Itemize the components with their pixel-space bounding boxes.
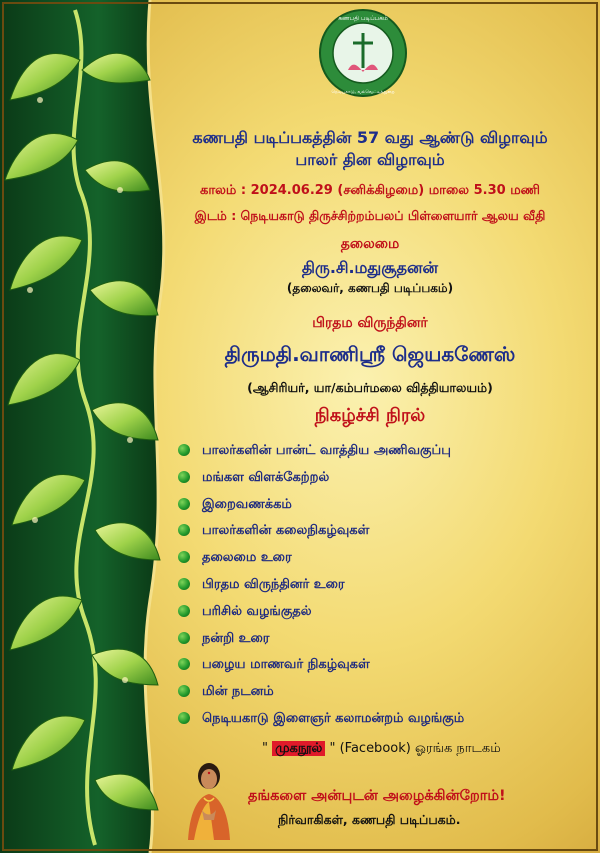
drama-label: ஓரங்க நாடகம் [414,741,501,756]
green-bullet-icon [178,551,190,563]
chair-role: (தலைவர், கணபதி படிப்பகம்) [286,281,454,295]
green-bullet-icon [178,444,190,456]
program-item [178,520,464,547]
program-item-label: பழைய மாணவர் நிகழ்வுகள் [202,657,370,673]
invitation-message: தங்களை அன்புடன் அழைக்கின்றோம்! [248,788,506,804]
green-bullet-icon [178,632,190,644]
program-item-label: பாலர்களின் பான்ட் வாத்திய அணிவகுப்பு [202,443,451,458]
green-bullet-icon [178,605,190,617]
facebook-drama-line [262,741,501,757]
library-logo [318,8,408,98]
event-time: காலம் : 2024.06.29 (சனிக்கிழமை) மாலை 5.30 மணி [200,183,540,198]
program-item-label: பிரதம விருந்தினர் உரை [202,576,345,592]
program-item [178,628,464,655]
quote-close: " [329,741,336,756]
logo-text-bottom: நெடியகாடு, வல்வெட்டித்துறை [331,90,395,95]
program-item-label: நெடியகாடு இளைஞர் கலாமன்றம் வழங்கும் [202,710,465,726]
program-item [178,601,464,628]
program-heading: நிகழ்ச்சி நிரல் [314,405,426,426]
green-bullet-icon [178,524,190,536]
program-item [178,494,464,521]
program-item-label: பரிசில் வழங்குதல் [202,603,312,619]
event-title-line2: பாலர் தின விழாவும் [295,150,445,169]
green-bullet-icon [178,578,190,590]
green-bullet-icon [178,658,190,670]
chief-guest-heading: பிரதம விருந்தினர் [312,315,428,331]
program-item [178,440,464,467]
program-item [178,681,464,708]
organizer-signature: நிர்வாகிகள், கணபதி படிப்பகம். [278,812,461,827]
program-item-label: தலைமை உரை [202,550,292,566]
program-item-label: மின் நடனம் [202,684,274,700]
program-item [178,708,464,735]
green-bullet-icon [178,685,190,697]
quote-open: " [262,741,268,756]
green-bullet-icon [178,712,190,724]
program-item [178,574,464,601]
facebook-paren: (Facebook) [339,741,411,756]
green-bullet-icon [178,471,190,483]
chair-heading: தலைமை [340,236,400,252]
event-venue: இடம் : நெடியகாடு திருச்சிற்றம்பலப் பிள்ளையார் ஆலய வீதி [194,208,546,223]
chief-guest-role: (ஆசிரியர், யா/கம்பர்மலை வித்தியாலயம்) [247,380,493,395]
program-item [178,654,464,681]
program-item [178,547,464,574]
program-item-label: நன்றி உரை [202,630,270,646]
chief-guest-name: திருமதி.வாணிஸ்ரீ ஜெயகணேஸ் [224,342,516,366]
program-item-label: மங்கள விளக்கேற்றல் [202,469,330,485]
program-list [178,440,464,735]
chair-name: திரு.சி.மதுசூதனன் [301,258,439,277]
green-bullet-icon [178,498,190,510]
program-item-label: பாலர்களின் கலைநிகழ்வுகள் [202,523,370,539]
program-item [178,467,464,494]
facebook-highlight: முகநூல் [272,741,325,756]
logo-text-top: கணபதி படிப்பகம் [338,15,388,22]
woman-greeting-illustration [174,758,244,840]
program-item-label: இறைவணக்கம் [202,496,292,512]
event-title-line1: கணபதி படிப்பகத்தின் 57 வது ஆண்டு விழாவும் [192,128,548,147]
